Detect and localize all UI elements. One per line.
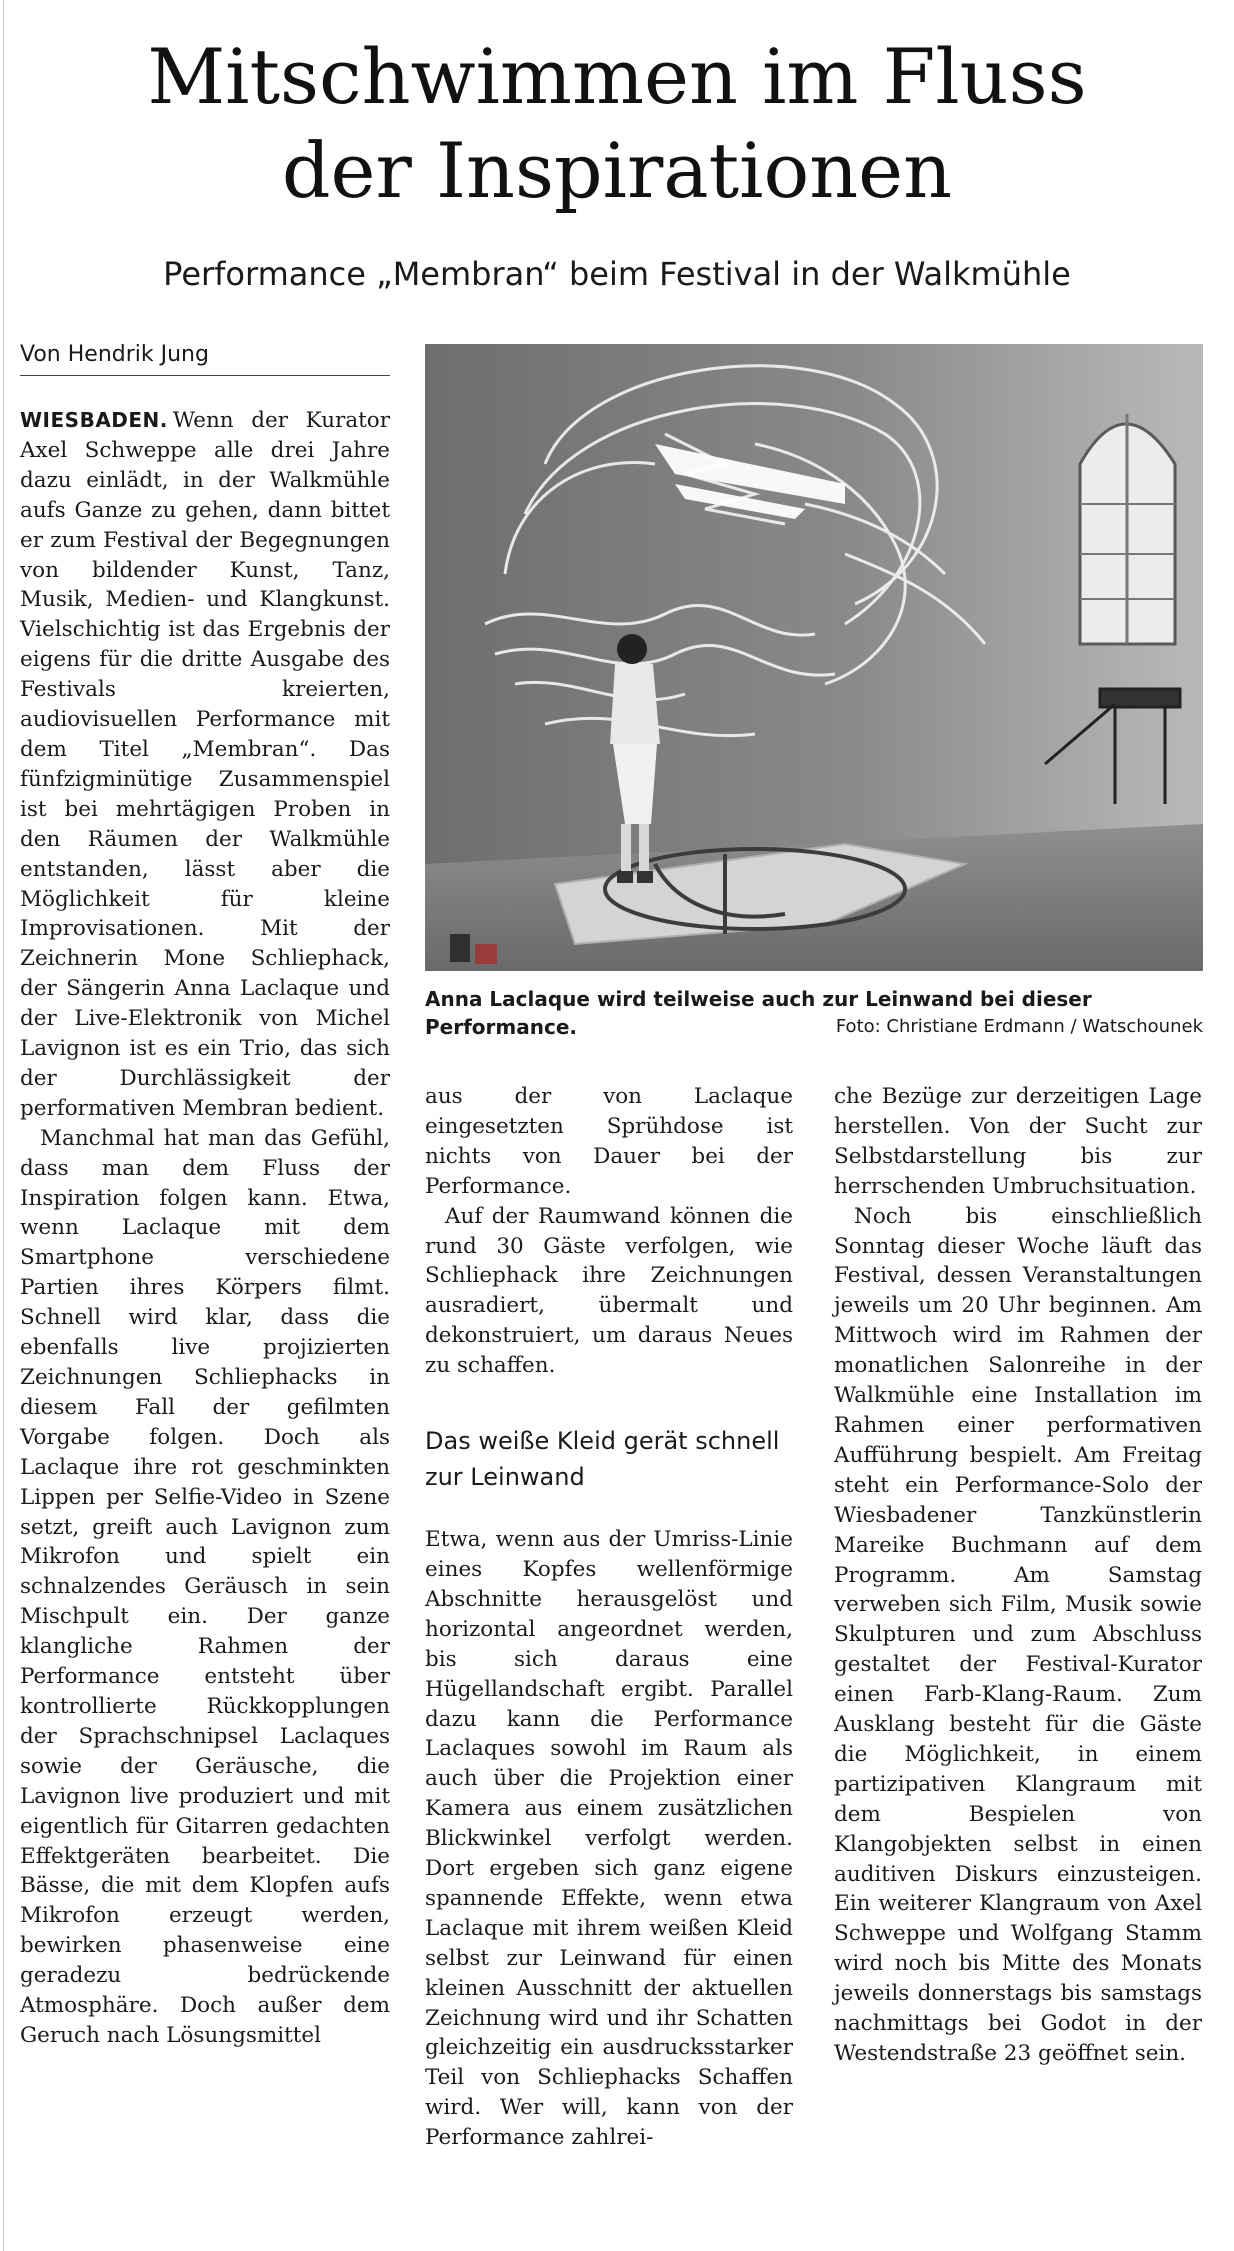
text-column-2 [425,1082,793,2153]
paragraph: Etwa, wenn aus der Umriss-Linie eines Kopfes wellenförmige Abschnitte herausgelöst und horizontal angeordnet werden, bis sich daraus eine Hügellandschaft ergibt. Parallel dazu kann die Performance Laclaques sowohl im Raum als auch über die Projektion einer Kamera aus einem zusätzlichen Blickwinkel verfolgt werden. Dort ergeben sich ganz eigene spannende Effekte, wenn etwa Laclaque mit ihrem weißen Kleid selbst zur Leinwand für einen kleinen Ausschnitt der aktuellen Zeichnung wird und ihr Schatten gleichzeitig ein ausdrucksstarker Teil von Schliephacks Schaffen wird. Wer will, kann von der Performance zahlrei- [425,1527,793,2151]
paragraph: Auf der Raumwand können die rund 30 Gäste verfolgen, wie Schliephack ihre Zeichnungen ausradiert, übermalt und dekonstruiert, um daraus Neues zu schaffen. [425,1203,793,1379]
paragraph: Manchmal hat man das Gefühl, dass man dem Fluss der Inspiration folgen kann. Etwa, wenn Laclaque mit dem Smartphone verschiedene Partien ihres Körpers filmt. Schnell wird klar, dass die ebenfalls live projizierten Zeichnungen Schliephacks in diesem Fall der gefilmten Vorgabe folgen. Doch als Laclaque ihre rot geschminkten Lippen per Selfie-Video in Szene setzt, greift auch Lavignon zum Mikrofon und spielt ein schnalzendes Geräusch in sein Mischpult ein. Der ganze klangliche Rahmen der Performance entsteht über kontrollierte Rückkopplungen der Sprachschnipsel Laclaques sowie der Geräusche, die Lavignon live produziert und mit eigentlich für Gitarren gedachten Effektgeräten bearbeitet. Die Bässe, die mit dem Klopfen aufs Mikrofon erzeugt werden, bewirken phasenweise eine geradezu bedrückende Atmosphäre. Doch außer dem Geruch nach Lösungsmittel [20,1125,390,2048]
headline [0,30,1234,218]
paragraph: aus der von Laclaque eingesetzten Sprühdose ist nichts von Dauer bei der Performance. [425,1084,793,1199]
caption-text: Anna Laclaque wird teilweise auch zur Leinwand bei dieser Performance. [425,987,1092,1039]
dateline: WIESBADEN. [20,408,168,432]
paragraph: che Bezüge zur derzeitigen Lage herstellen. Von der Sucht zur Selbstdarstellung bis zur herrschenden Umbruchsituation. [834,1084,1202,1199]
subheadline: Performance „Membran“ beim Festival in der Walkmühle [163,255,1071,293]
paragraph: Noch bis einschließlich Sonntag dieser Woche läuft das Festival, dessen Veranstaltungen jeweils um 20 Uhr beginnen. Am Mittwoch wird im Rahmen der monatlichen Salonreihe in der Walkmühle eine Installation im Rahmen einer performativen Aufführung bespielt. Am Freitag steht ein Performance-Solo der Wiesbadener Tanzkünstlerin Mareike Buchmann auf dem Programm. Am Samstag verweben sich Film, Musik sowie Skulpturen und zum Abschluss gestaltet der Festival-Kurator einen Farb-Klang-Raum. Zum Ausklang besteht für die Gäste die Möglichkeit, in einem partizipativen Klangraum mit dem Bespielen von Klangobjekten selbst in einen auditiven Diskurs einzusteigen. Ein weiterer Klangraum von Axel Schweppe und Wolfgang Stamm wird noch bis Mitte des Monats jeweils donnerstags bis samstags nachmittags bei Godot in der Westendstraße 23 geöffnet sein. [834,1203,1202,2066]
photo-caption [425,985,1203,1041]
photo-credit: Foto: Christiane Erdmann / Watschounek [835,1016,1203,1037]
paragraph-lead [20,406,390,1124]
text-column-3 [834,1082,1202,2069]
page-edge-rule [3,0,4,2251]
article-photo [425,344,1203,971]
section-heading: Das weiße Kleid gerät schnell zur Leinwand [425,1427,780,1492]
text-column-1 [20,406,390,2051]
headline-line-2: der Inspirationen [281,126,953,215]
paragraph-text: Wenn der Kurator Axel Schweppe alle drei Jahre dazu einlädt, in der Walkmühle aufs Ganze zu gehen, dann bittet er zum Festival der Begegnungen von bildender Kunst, Tanz, Musik, Medien- und Klangkunst. Vielschichtig ist das Ergebnis der eigens für die dritte Ausgabe des Festivals kreierten, audiovisuellen Performance mit dem Titel „Membran“. Das fünfzigminütige Zusammenspiel ist bei mehrtägigen Proben in den Räumen der Walkmühle entstanden, lässt aber die Möglichkeit für kleine Improvisationen. Mit der Zeichnerin Mone Schliephack, der Sängerin Anna Laclaque und der Live-Elektronik von Michel Lavignon ist es ein Trio, das sich der Durchlässigkeit der performativen Membran bedient. [20,408,390,1121]
headline-line-1: Mitschwimmen im Fluss [147,32,1087,121]
byline: Von Hendrik Jung [20,342,390,376]
performance-photo-illustration [425,344,1203,971]
